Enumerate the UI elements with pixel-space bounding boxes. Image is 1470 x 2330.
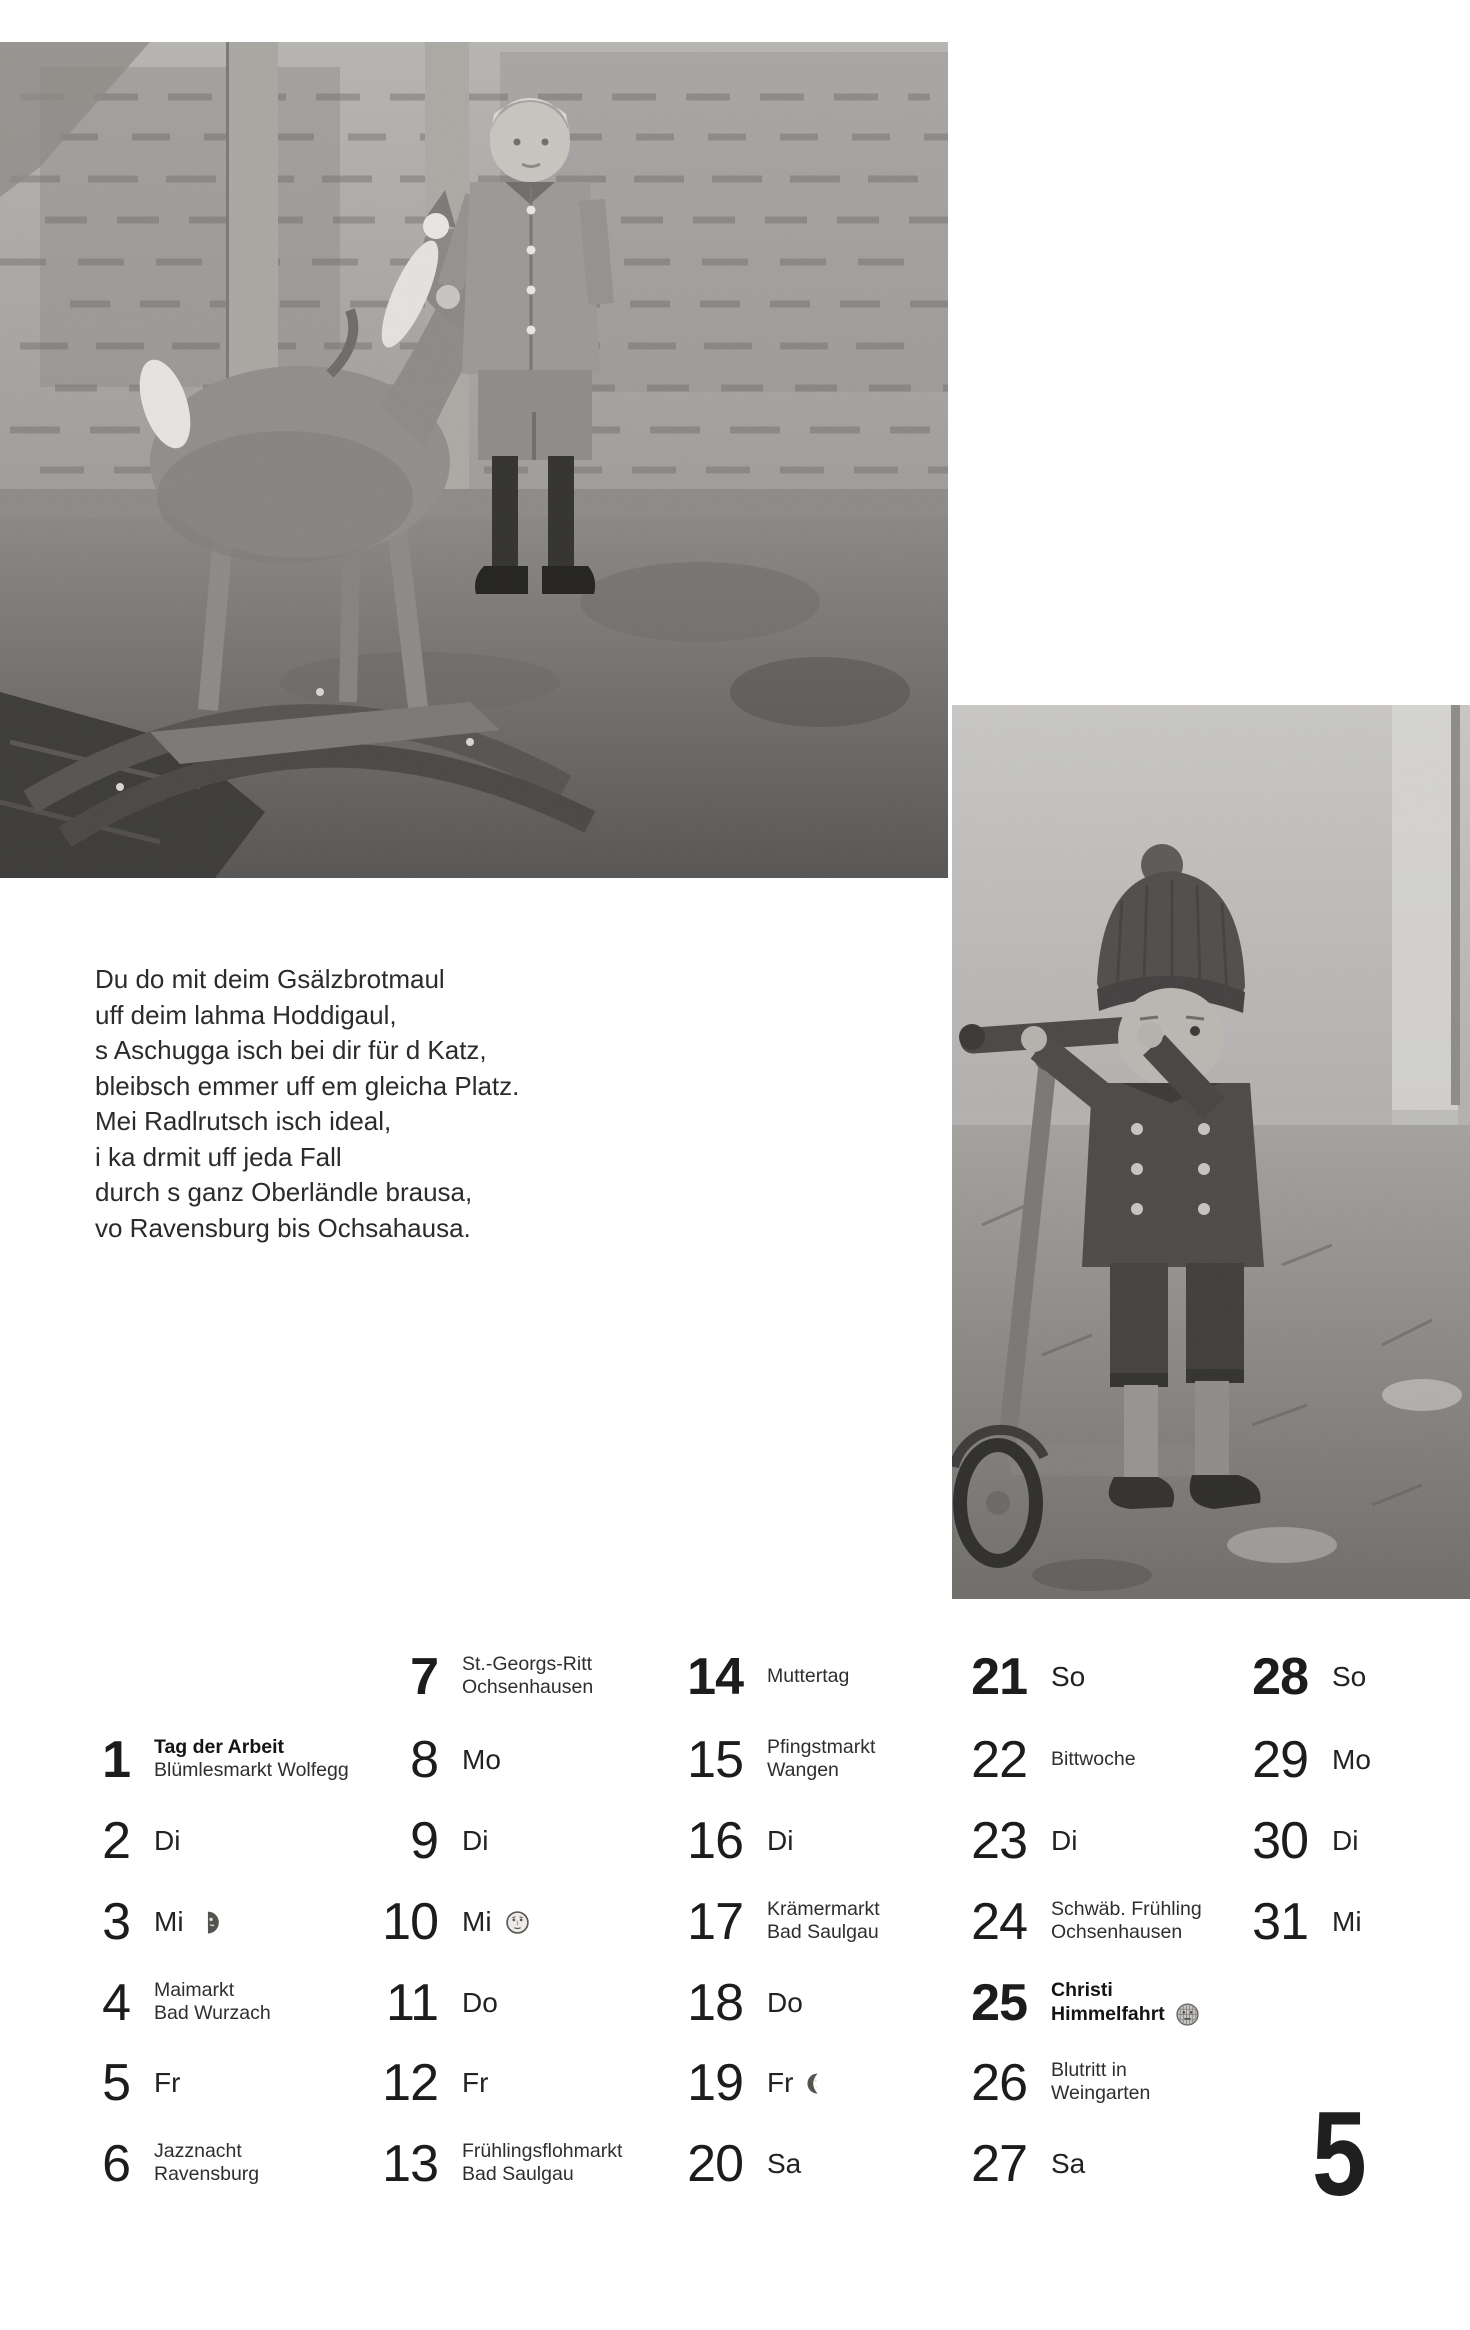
event-label: Bad Wurzach xyxy=(154,2002,271,2024)
day-number: 27 xyxy=(971,2135,1027,2193)
event-label: Blümlesmarkt Wolfegg xyxy=(154,1759,349,1781)
event-label: Muttertag xyxy=(767,1665,850,1687)
poem-line: Mei Radlrutsch isch ideal, xyxy=(95,1106,392,1136)
poem-line: uff deim lahma Hoddigaul, xyxy=(95,999,397,1030)
weekday-label: Fr xyxy=(154,2067,181,2098)
event-label: Bad Saulgau xyxy=(462,2163,574,2185)
day-number: 7 xyxy=(410,1648,438,1706)
weekday-label: Mo xyxy=(1332,1744,1371,1775)
day-number: 28 xyxy=(1252,1648,1308,1706)
weekday-label: Fr xyxy=(767,2067,794,2098)
day-number: 31 xyxy=(1252,1893,1308,1951)
weekday-label: So xyxy=(1332,1661,1367,1692)
calendar-cell-may-23 xyxy=(935,1814,1077,1868)
month-number: 5 xyxy=(1312,2087,1367,2221)
event-label: Maimarkt xyxy=(154,1979,235,2001)
day-number: 12 xyxy=(382,2054,438,2112)
weekday-label: Sa xyxy=(1051,2148,1086,2179)
day-number: 21 xyxy=(971,1648,1027,1706)
weekday-label: Di xyxy=(154,1825,181,1856)
calendar-cell-may-14 xyxy=(651,1650,849,1704)
calendar-cell-may-16 xyxy=(651,1814,793,1868)
day-number: 30 xyxy=(1252,1812,1308,1870)
day-number: 8 xyxy=(410,1731,438,1789)
event-label: Jazznacht xyxy=(154,2140,242,2162)
new-moon-icon xyxy=(1175,2002,1200,2027)
day-number: 22 xyxy=(971,1731,1027,1789)
calendar-cell-may-10 xyxy=(346,1895,530,1949)
event-label: Pfingstmarkt xyxy=(767,1736,876,1758)
calendar-cell-may-3 xyxy=(38,1895,222,1949)
calendar-cell-may-26 xyxy=(935,2056,1150,2110)
calendar-cell-may-29 xyxy=(1216,1733,1371,1787)
calendar-cell-may-18 xyxy=(651,1976,803,2030)
day-number: 19 xyxy=(687,2054,743,2112)
event-label: Ochsenhausen xyxy=(1051,1921,1183,1943)
day-number: 18 xyxy=(687,1974,743,2032)
day-number: 6 xyxy=(102,2135,130,2193)
weekday-label: Fr xyxy=(462,2067,489,2098)
event-label: Wangen xyxy=(767,1759,839,1781)
weekday-label: Mo xyxy=(462,1744,501,1775)
poem-line: bleibsch emmer uff em gleicha Platz. xyxy=(95,1070,520,1101)
day-number: 1 xyxy=(102,1731,130,1789)
day-number: 3 xyxy=(102,1893,130,1951)
day-number: 26 xyxy=(971,2054,1027,2112)
weekday-label: Sa xyxy=(767,2148,802,2179)
calendar-cell-may-31 xyxy=(1216,1895,1362,1949)
day-number: 20 xyxy=(687,2135,743,2193)
weekday-label: Di xyxy=(767,1825,794,1856)
weekday-label: Mi xyxy=(1332,1906,1362,1937)
calendar-cell-may-28 xyxy=(1216,1650,1366,1704)
first-quarter-moon-icon xyxy=(197,1910,222,1935)
calendar-cell-may-4 xyxy=(38,1976,271,2030)
holiday-label: Christi xyxy=(1051,1979,1113,2001)
day-number: 16 xyxy=(687,1812,743,1870)
day-number: 15 xyxy=(687,1731,743,1789)
event-label: St.-Georgs-Ritt xyxy=(462,1653,593,1675)
poem-line: Du do mit deim Gsälzbrotmaul xyxy=(95,964,445,994)
calendar-cell-may-15 xyxy=(651,1733,875,1787)
calendar-cell-may-13 xyxy=(346,2137,622,2191)
day-number: 5 xyxy=(102,2054,130,2112)
event-label: Schwäb. Frühling xyxy=(1051,1898,1202,1920)
calendar-cell-may-2 xyxy=(38,1814,180,1868)
calendar-cell-may-21 xyxy=(935,1650,1085,1704)
calendar-cell-may-6 xyxy=(38,2137,259,2191)
day-number: 11 xyxy=(386,1974,438,2032)
event-label: Bittwoche xyxy=(1051,1748,1136,1770)
poem-line: i ka drmit uff jeda Fall xyxy=(95,1141,342,1172)
day-number: 4 xyxy=(102,1974,130,2032)
event-label: Ochsenhausen xyxy=(462,1676,594,1698)
event-label: Weingarten xyxy=(1051,2082,1151,2104)
holiday-label: Tag der Arbeit xyxy=(154,1736,285,1758)
calendar-cell-may-8 xyxy=(346,1733,501,1787)
holiday-label: Himmelfahrt xyxy=(1051,2003,1165,2025)
calendar-cell-may-19 xyxy=(651,2056,829,2110)
day-number: 2 xyxy=(102,1812,130,1870)
calendar-cell-may-11 xyxy=(346,1976,498,2030)
calendar-cell-may-7 xyxy=(346,1650,593,1704)
weekday-label: Do xyxy=(767,1987,803,2018)
calendar-cell-may-1 xyxy=(38,1733,349,1787)
weekday-label: Di xyxy=(1332,1825,1359,1856)
last-quarter-moon-icon xyxy=(806,2072,829,2095)
calendar-cell-may-22 xyxy=(935,1733,1136,1787)
day-number: 14 xyxy=(687,1648,743,1706)
weekday-label: Di xyxy=(1051,1825,1078,1856)
poem-line: s Aschugga isch bei dir für d Katz, xyxy=(95,1035,487,1065)
day-number: 24 xyxy=(971,1893,1027,1951)
day-number: 13 xyxy=(382,2135,438,2193)
day-number: 29 xyxy=(1252,1731,1308,1789)
calendar-cell-may-5 xyxy=(38,2056,180,2110)
weekday-label: So xyxy=(1051,1661,1086,1692)
day-number: 9 xyxy=(410,1812,438,1870)
event-label: Bad Saulgau xyxy=(767,1921,879,1943)
event-label: Frühlingsflohmarkt xyxy=(462,2140,623,2162)
day-number: 17 xyxy=(687,1893,743,1951)
photo-rocking-horse-boy xyxy=(0,42,948,878)
calendar-cell-may-17 xyxy=(651,1895,880,1949)
calendar-cell-may-9 xyxy=(346,1814,488,1868)
weekday-label: Mi xyxy=(462,1906,492,1937)
poem-line: durch s ganz Oberländle brausa, xyxy=(95,1177,473,1207)
calendar-cell-may-20 xyxy=(651,2137,801,2191)
calendar-cell-may-12 xyxy=(346,2056,488,2110)
calendar-cell-may-30 xyxy=(1216,1814,1358,1868)
calendar-cell-may-25 xyxy=(935,1976,1200,2030)
weekday-label: Do xyxy=(462,1987,498,2018)
weekday-label: Di xyxy=(462,1825,489,1856)
weekday-label: Mi xyxy=(154,1906,184,1937)
event-label: Krämermarkt xyxy=(767,1898,880,1920)
poem-line: vo Ravensburg bis Ochsahausa. xyxy=(95,1212,471,1243)
day-number: 10 xyxy=(382,1893,438,1951)
dialect-poem xyxy=(95,962,519,1246)
calendar-cell-may-27 xyxy=(935,2137,1085,2191)
day-number: 25 xyxy=(971,1974,1027,2032)
full-moon-icon xyxy=(505,1910,530,1935)
event-label: Blutritt in xyxy=(1051,2059,1127,2081)
photo-scooter-boy xyxy=(952,705,1470,1599)
day-number: 23 xyxy=(971,1812,1027,1870)
calendar-cell-may-24 xyxy=(935,1895,1202,1949)
event-label: Ravensburg xyxy=(154,2163,260,2185)
